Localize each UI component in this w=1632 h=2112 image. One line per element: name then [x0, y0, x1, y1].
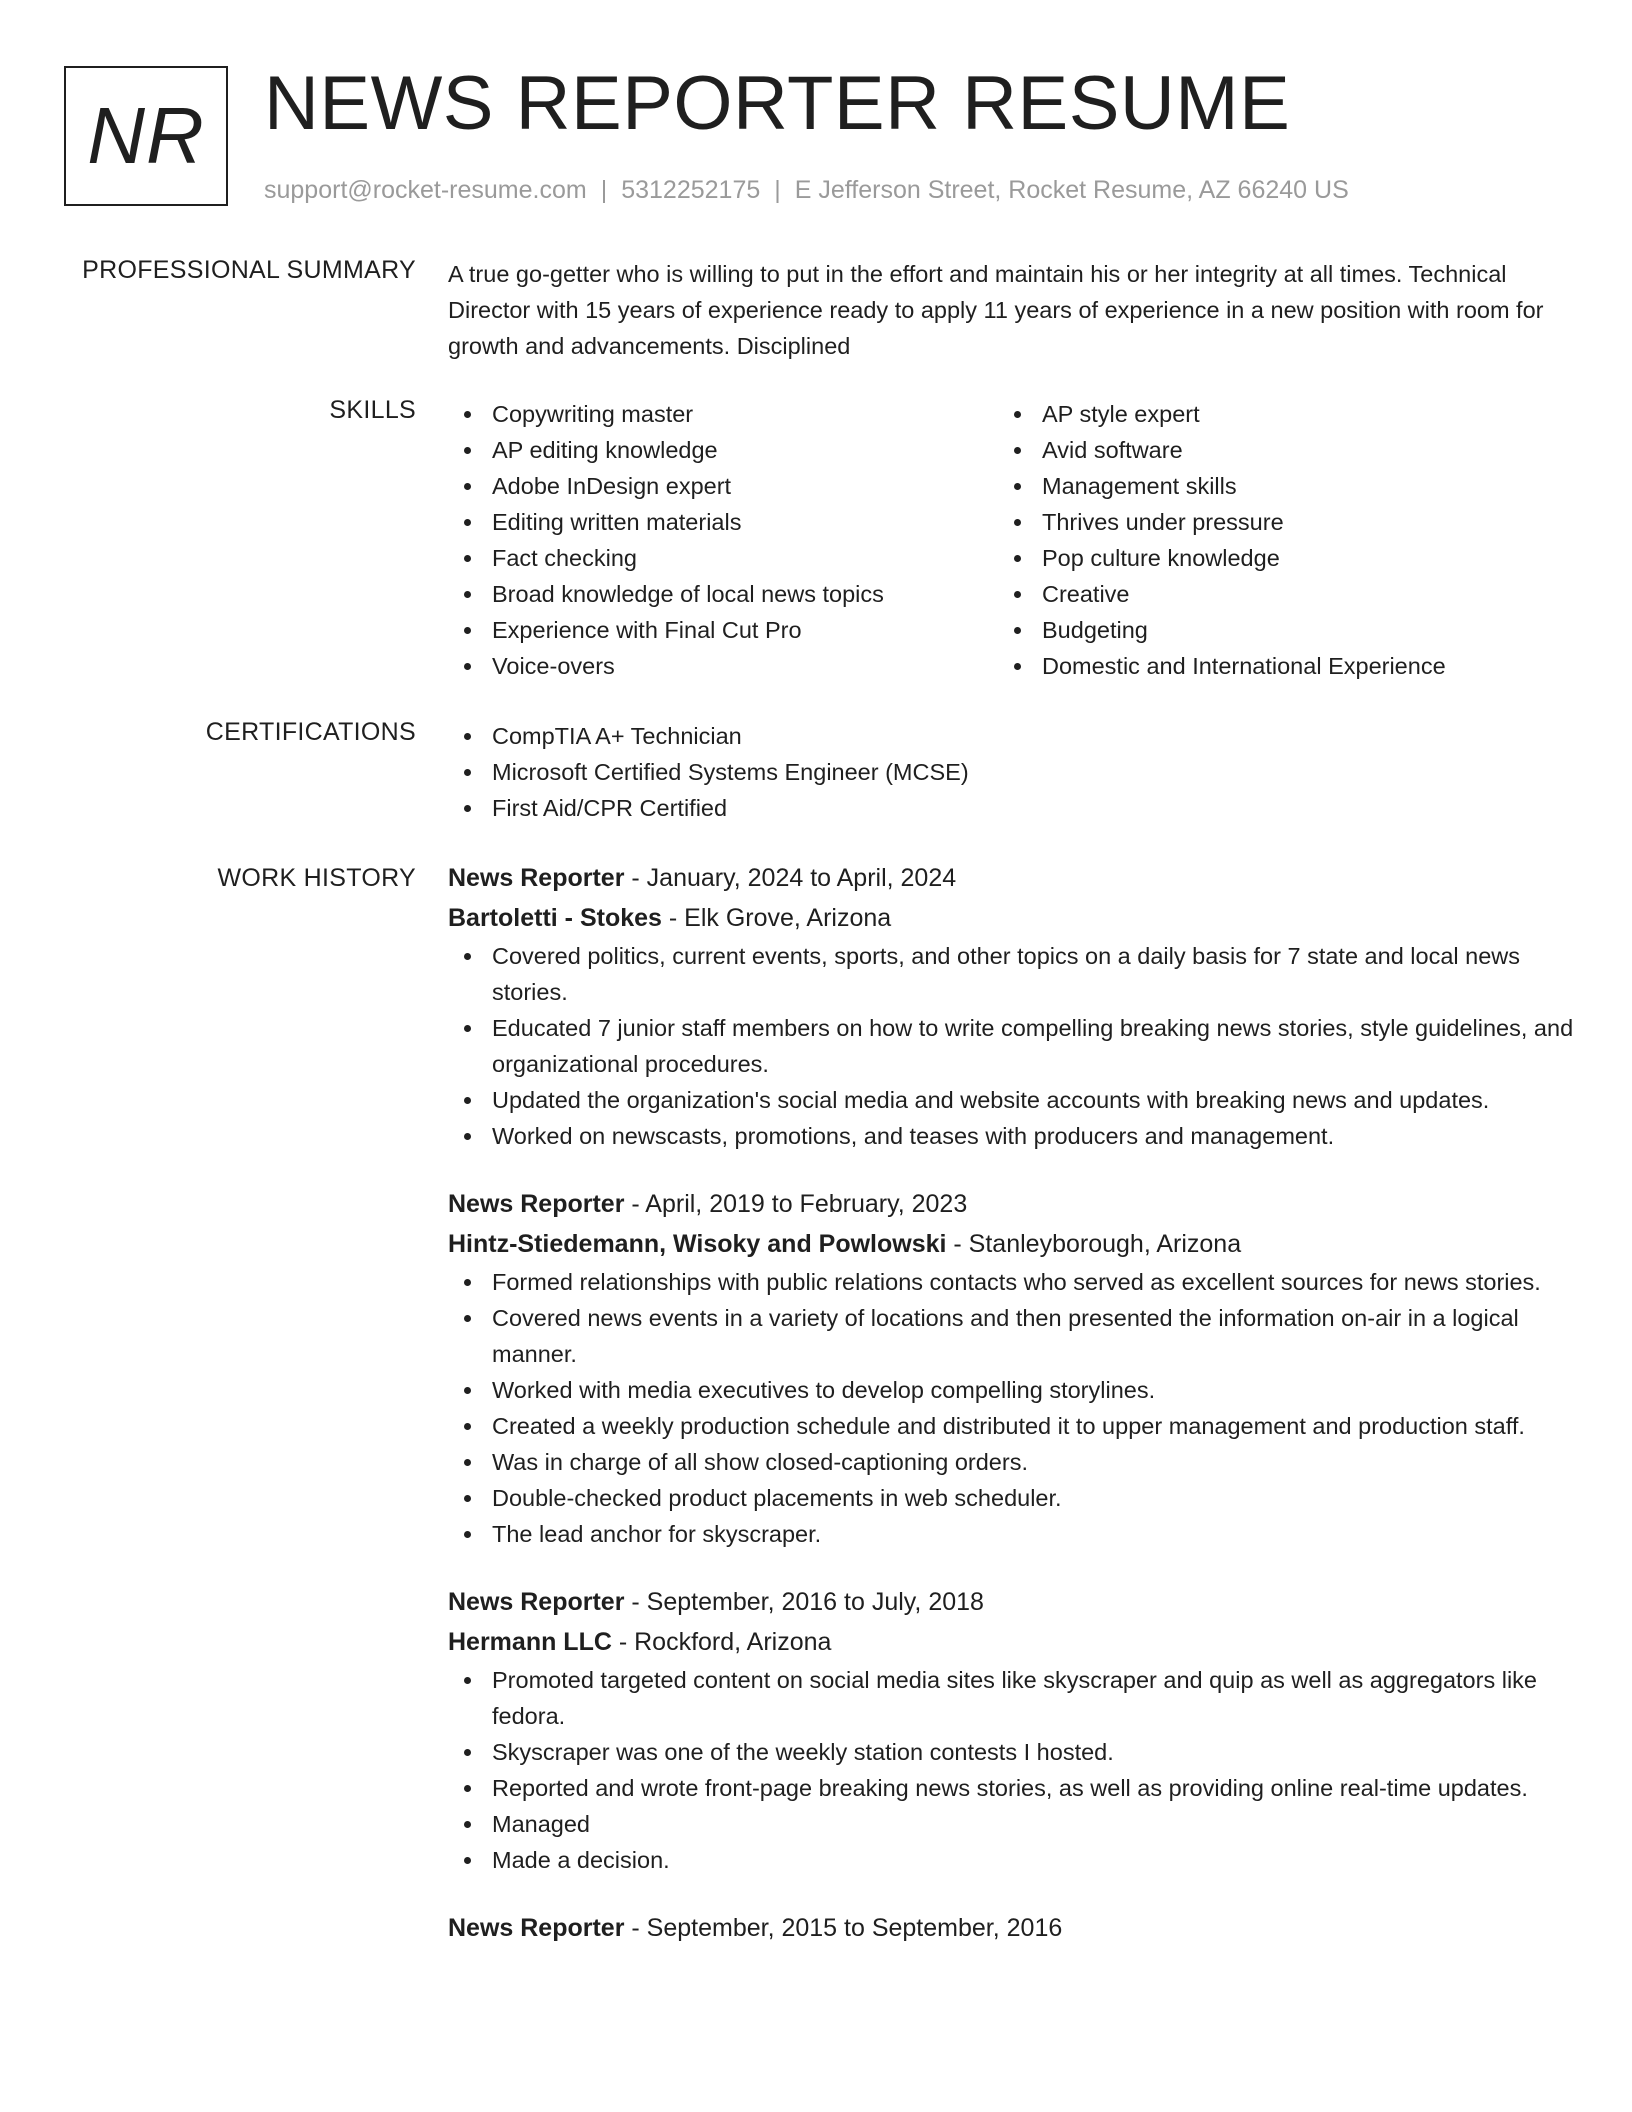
job-title: News Reporter [448, 1190, 625, 1218]
certification-item: Microsoft Certified Systems Engineer (MCSE) [448, 754, 1578, 790]
job-duty: Worked on newscasts, promotions, and teases with producers and management. [448, 1118, 1578, 1154]
job-duty: Educated 7 junior staff members on how to write compelling breaking news stories, style guidelines, and organizational procedures. [448, 1010, 1578, 1082]
job-company-line [448, 898, 1578, 938]
skill-item: AP editing knowledge [448, 432, 998, 468]
job-title-line [448, 858, 1578, 898]
certifications-body [448, 718, 1578, 826]
job-duty: Skyscraper was one of the weekly station contests I hosted. [448, 1734, 1578, 1770]
job-entry [448, 1908, 1578, 1948]
summary-text: A true go-getter who is willing to put in the effort and maintain his or her integrity at all times. Technical Director with 15 years of experience ready to apply 11 years of experience in a new position with room for growth and advancements. Disciplined [448, 261, 1544, 359]
job-dates: - September, 2015 to September, 2016 [624, 1914, 1063, 1942]
contact-separator: | [774, 176, 781, 204]
certification-item: CompTIA A+ Technician [448, 718, 1578, 754]
job-location: - Rockford, Arizona [611, 1628, 832, 1656]
job-duties-list [448, 1264, 1578, 1552]
job-duties-list [448, 938, 1578, 1154]
section-label-certifications: CERTIFICATIONS [205, 718, 416, 746]
work-history-body [448, 858, 1578, 1948]
contact-line [264, 176, 1349, 205]
job-company: Bartoletti - Stokes [448, 904, 662, 932]
skill-item: Broad knowledge of local news topics [448, 576, 998, 612]
summary-body [448, 256, 1578, 364]
job-duty: Promoted targeted content on social media sites like skyscraper and quip as well as aggregators like fedora. [448, 1662, 1578, 1734]
job-duty: Updated the organization's social media and website accounts with breaking news and updates. [448, 1082, 1578, 1118]
job-title-line [448, 1184, 1578, 1224]
skill-item: Experience with Final Cut Pro [448, 612, 998, 648]
job-duties-list [448, 1662, 1578, 1878]
certifications-list [448, 718, 1578, 826]
job-duty: Managed [448, 1806, 1578, 1842]
skill-item: Creative [998, 576, 1548, 612]
job-title: News Reporter [448, 1588, 625, 1616]
skill-item: Voice-overs [448, 648, 998, 684]
skills-body [448, 396, 1578, 684]
contact-phone: 5312252175 [621, 176, 761, 204]
job-company-line [448, 1224, 1578, 1264]
job-entry [448, 858, 1578, 1154]
job-duty: Worked with media executives to develop compelling storylines. [448, 1372, 1578, 1408]
skill-item: Editing written materials [448, 504, 998, 540]
skills-list-right [998, 396, 1548, 684]
contact-separator: | [600, 176, 608, 204]
job-entry [448, 1184, 1578, 1552]
skill-item: Management skills [998, 468, 1548, 504]
section-label-summary: PROFESSIONAL SUMMARY [82, 256, 416, 284]
job-duty: Double-checked product placements in web scheduler. [448, 1480, 1578, 1516]
skill-item: Copywriting master [448, 396, 998, 432]
job-company: Hermann LLC [448, 1628, 612, 1656]
job-location: - Elk Grove, Arizona [661, 904, 892, 932]
job-title: News Reporter [448, 1914, 625, 1942]
section-label-skills: SKILLS [329, 396, 416, 424]
skill-item: Thrives under pressure [998, 504, 1548, 540]
job-dates: - September, 2016 to July, 2018 [624, 1588, 984, 1616]
job-duty: Formed relationships with public relations contacts who served as excellent sources for news stories. [448, 1264, 1578, 1300]
contact-address: E Jefferson Street, Rocket Resume, AZ 66240 US [794, 176, 1349, 204]
job-title-line [448, 1582, 1578, 1622]
resume-header [64, 61, 1564, 236]
job-duty: Covered news events in a variety of locations and then presented the information on-air in a logical manner. [448, 1300, 1578, 1372]
contact-email: support@rocket-resume.com [264, 176, 587, 204]
certification-item: First Aid/CPR Certified [448, 790, 1578, 826]
job-company: Hintz-Stiedemann, Wisoky and Powlowski [448, 1230, 947, 1258]
skill-item: Fact checking [448, 540, 998, 576]
job-company-line [448, 1622, 1578, 1662]
job-duty: Created a weekly production schedule and distributed it to upper management and production staff. [448, 1408, 1578, 1444]
skill-item: Adobe InDesign expert [448, 468, 998, 504]
job-duty: Was in charge of all show closed-captioning orders. [448, 1444, 1578, 1480]
monogram-badge: NR [64, 66, 228, 206]
skill-item: Pop culture knowledge [998, 540, 1548, 576]
skill-item: Budgeting [998, 612, 1548, 648]
job-duty: Made a decision. [448, 1842, 1578, 1878]
job-dates: - April, 2019 to February, 2023 [624, 1190, 968, 1218]
job-entry [448, 1582, 1578, 1878]
page-title: NEWS REPORTER RESUME [264, 61, 1291, 146]
skills-list-left [448, 396, 998, 684]
job-duty: The lead anchor for skyscraper. [448, 1516, 1578, 1552]
job-dates: - January, 2024 to April, 2024 [624, 864, 957, 892]
skill-item: Domestic and International Experience [998, 648, 1548, 684]
skill-item: AP style expert [998, 396, 1548, 432]
job-title: News Reporter [448, 864, 625, 892]
job-title-line [448, 1908, 1578, 1948]
skill-item: Avid software [998, 432, 1548, 468]
section-label-work-history: WORK HISTORY [217, 864, 416, 892]
job-location: - Stanleyborough, Arizona [946, 1230, 1242, 1258]
job-duty: Reported and wrote front-page breaking news stories, as well as providing online real-time updates. [448, 1770, 1578, 1806]
job-duty: Covered politics, current events, sports, and other topics on a daily basis for 7 state and local news stories. [448, 938, 1578, 1010]
